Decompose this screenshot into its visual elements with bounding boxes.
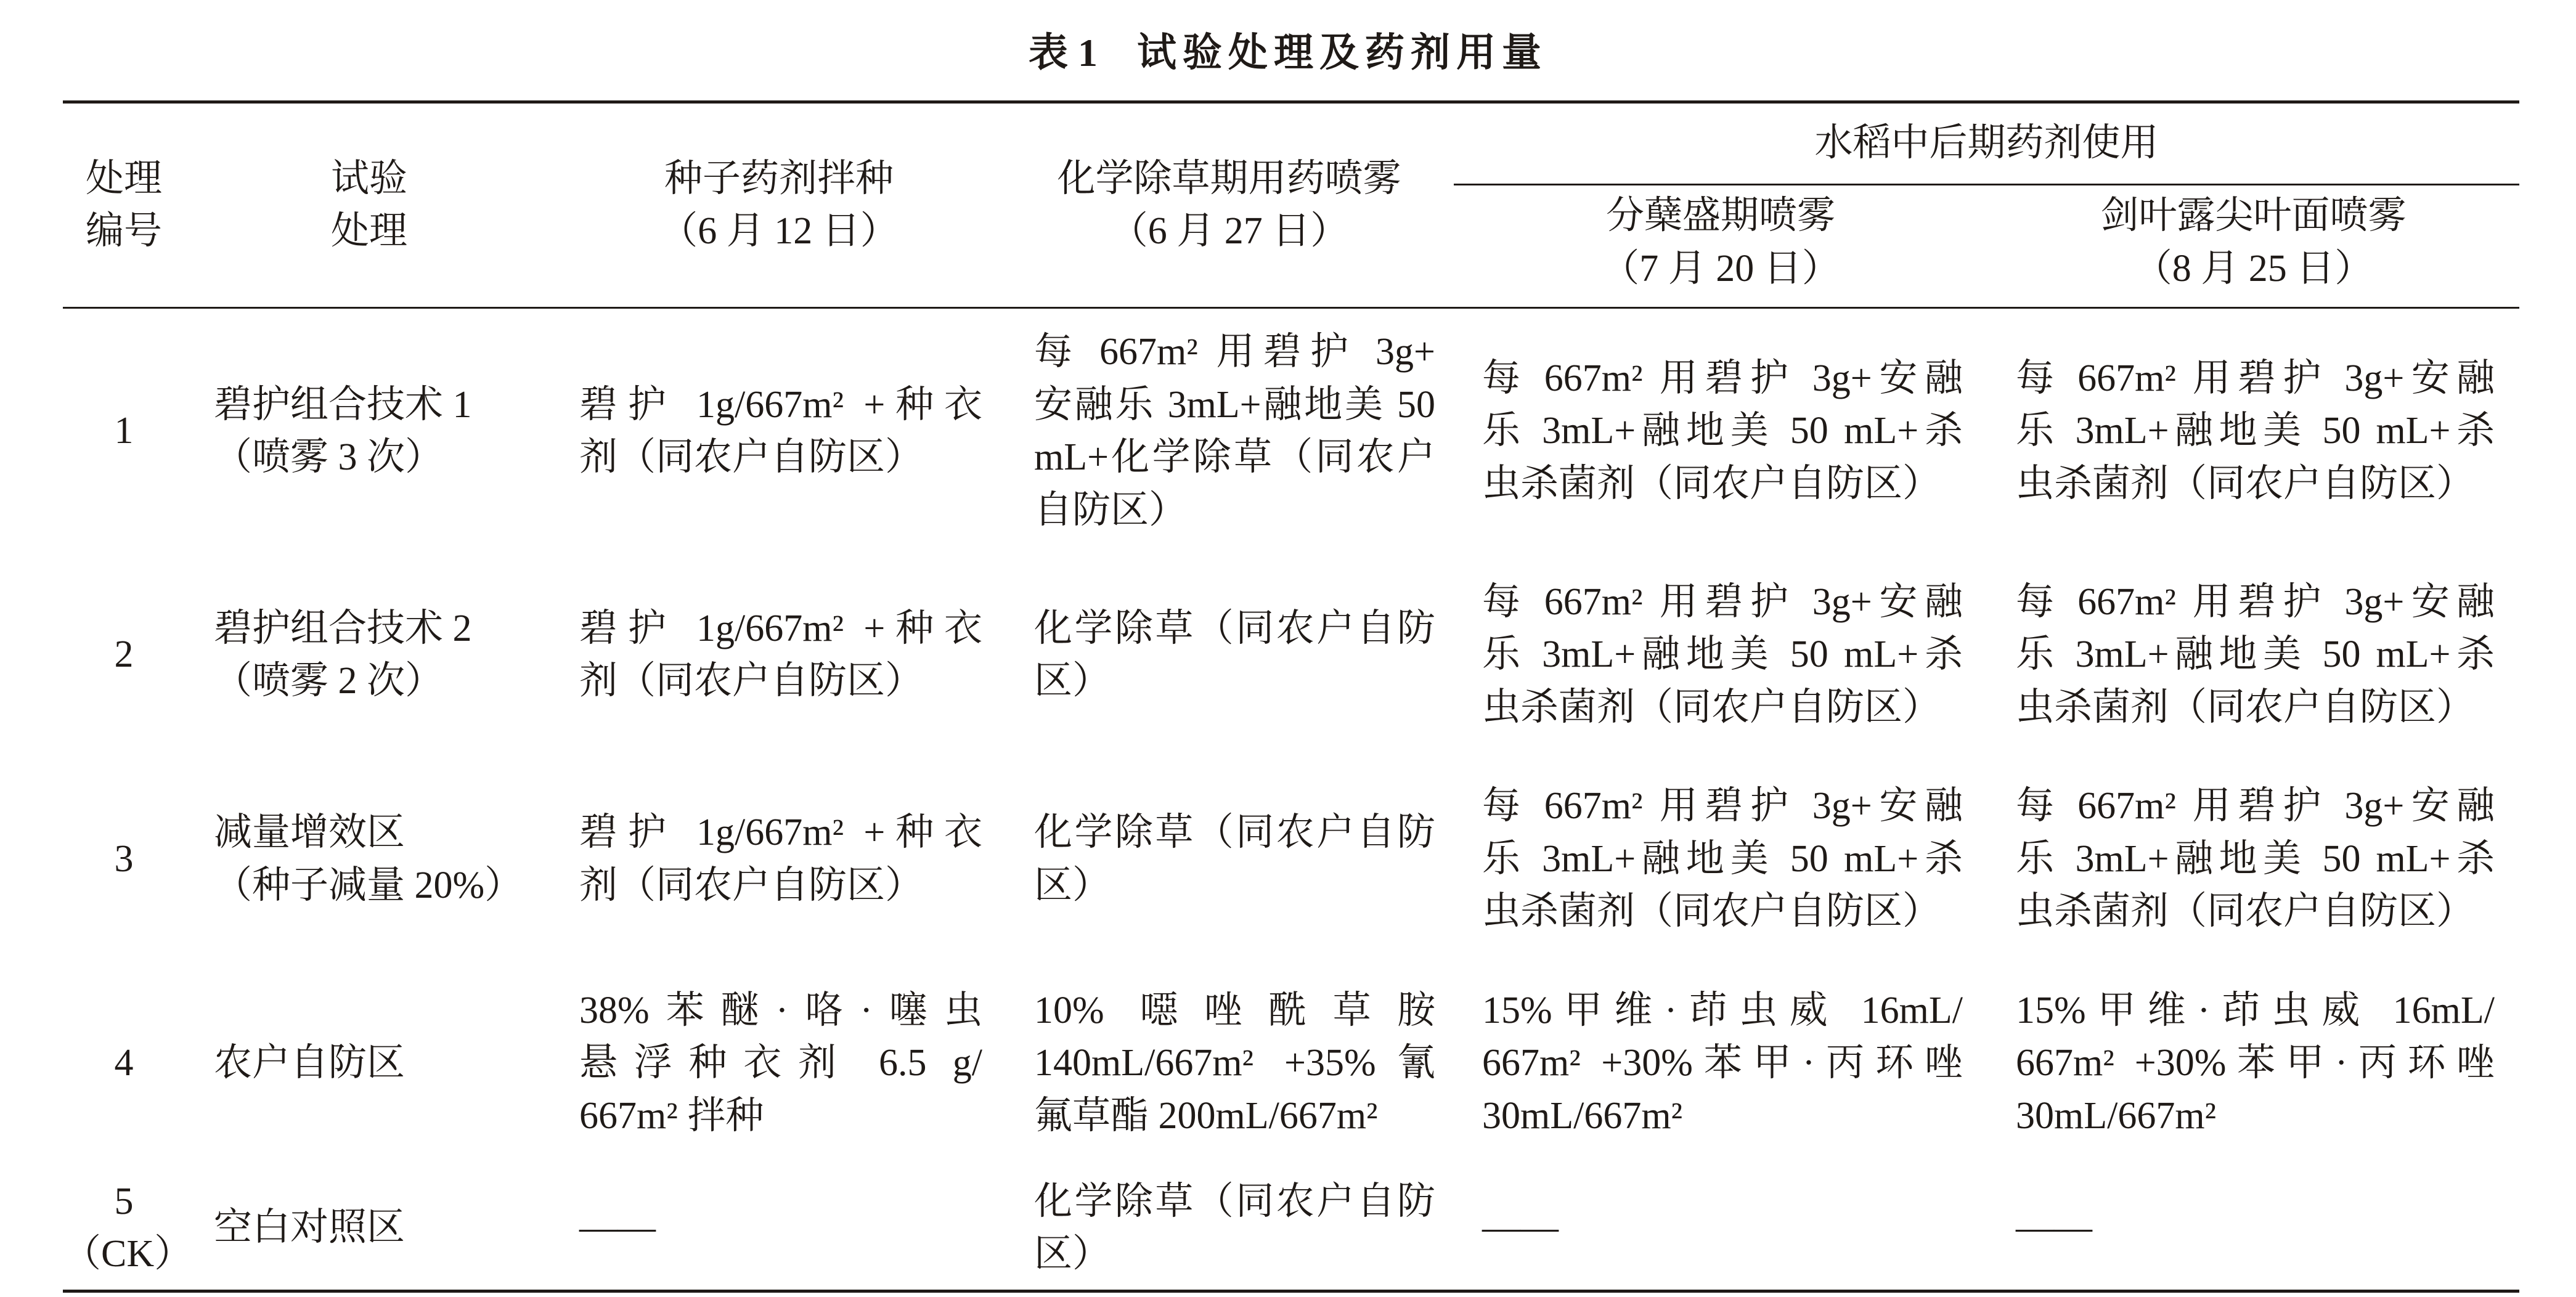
- cell-line: 每 667m² 用碧护 3g+安融: [1482, 580, 1963, 623]
- cell-line: 乐 3mL+融地美 50 mL+杀: [2016, 837, 2495, 880]
- cell-treatment-no: [63, 963, 185, 1164]
- cell-line: 剂（同农户自防区）: [579, 436, 924, 478]
- header-line: 水稻中后期药剂使用: [1814, 121, 2159, 164]
- cell-treatment: [185, 963, 553, 1164]
- header-line: 处理: [85, 157, 162, 200]
- cell-line: 减量增效区: [214, 811, 406, 853]
- cell-line: 悬浮种衣剂 6.5 g/: [579, 1042, 982, 1084]
- cell-tillering-spray: [1454, 755, 1987, 963]
- cell-line: （喷雾 2 次）: [214, 660, 444, 702]
- cell-line: 5: [114, 1180, 134, 1222]
- cell-line: 乐 3mL+融地美 50 mL+杀: [2016, 410, 2495, 452]
- cell-line: 667m² 拌种: [579, 1094, 764, 1137]
- cell-flag-leaf-spray: [1987, 1164, 2519, 1292]
- cell-line: 每 667m² 用碧护 3g+: [1034, 331, 1435, 373]
- cell-line: 每 667m² 用碧护 3g+安融: [2016, 357, 2495, 399]
- table-row: [0, 1164, 2576, 1292]
- table-caption: 试验处理及药剂用量: [1137, 31, 1547, 75]
- cell-line: 乐 3mL+融地美 50 mL+杀: [1482, 410, 1963, 452]
- cell-flag-leaf-spray: [1987, 308, 2519, 555]
- cell-line: 每 667m² 用碧护 3g+安融: [1482, 357, 1963, 399]
- cell-line: 碧护组合技术 1: [214, 383, 472, 426]
- table-label: 表 1: [1029, 31, 1098, 75]
- cell-herbicide-spray: [1005, 308, 1454, 555]
- cell-line: 30mL/667m²: [2016, 1094, 2217, 1137]
- cell-tillering-spray: [1454, 308, 1987, 555]
- header-group-mid-late: [1454, 102, 2519, 184]
- cell-line: 安融乐 3mL+融地美 50: [1034, 383, 1435, 426]
- cell-line: 虫杀菌剂（同农户自防区）: [2016, 686, 2475, 728]
- cell-line: 15%甲维·茚虫威 16mL/: [2016, 989, 2495, 1031]
- cell-seed-dressing: [553, 308, 1005, 555]
- cell-line: 每 667m² 用碧护 3g+安融: [1482, 785, 1963, 827]
- header-line: 试验: [330, 157, 407, 200]
- header-line: （7 月 20 日）: [1601, 247, 1840, 290]
- header-seed-dressing: [553, 102, 1005, 308]
- table-row: [0, 555, 2576, 755]
- table-header: [0, 0, 2576, 308]
- cell-line: 30mL/667m²: [1482, 1094, 1683, 1137]
- table-row: [0, 308, 2576, 555]
- cell-tillering-spray: [1454, 555, 1987, 755]
- cell-herbicide-spray: [1005, 555, 1454, 755]
- table-body: [0, 308, 2576, 1292]
- header-line: 种子药剂拌种: [664, 157, 894, 200]
- cell-line: 区）: [1034, 660, 1111, 702]
- header-flag-leaf-spray: [1987, 184, 2519, 308]
- cell-line: 1: [114, 410, 134, 452]
- cell-line: 氟草酯 200mL/667m²: [1034, 1094, 1378, 1137]
- cell-line: 虫杀菌剂（同农户自防区）: [2016, 462, 2475, 505]
- header-line: 剑叶露尖叶面喷雾: [2100, 195, 2407, 237]
- cell-line: 剂（同农户自防区）: [579, 660, 924, 702]
- cell-tillering-spray: [1454, 1164, 1987, 1292]
- cell-line: 667m² +30%苯甲·丙环唑: [2016, 1042, 2495, 1084]
- table-row: [0, 963, 2576, 1164]
- cell-line: 碧护组合技术 2: [214, 607, 472, 649]
- cell-line: 每 667m² 用碧护 3g+安融: [2016, 580, 2495, 623]
- header-line: （6 月 27 日）: [1109, 210, 1349, 252]
- cell-flag-leaf-spray: [1987, 963, 2519, 1164]
- cell-line: 乐 3mL+融地美 50 mL+杀: [2016, 633, 2495, 676]
- cell-herbicide-spray: [1005, 963, 1454, 1164]
- cell-line: 3: [114, 837, 134, 880]
- cell-herbicide-spray: [1005, 1164, 1454, 1292]
- cell-line: 10% 噁唑酰草胺: [1034, 989, 1435, 1031]
- cell-line: ——: [579, 1206, 656, 1249]
- cell-line: 自防区）: [1034, 489, 1188, 531]
- cell-line: 虫杀菌剂（同农户自防区）: [2016, 890, 2475, 933]
- cell-line: 碧护 1g/667m² +种衣: [579, 383, 982, 426]
- cell-line: 化学除草（同农户自防: [1034, 1180, 1435, 1222]
- header-line: 化学除草期用药喷雾: [1057, 157, 1401, 200]
- header-line: 分蘖盛期喷雾: [1605, 195, 1835, 237]
- cell-treatment: [185, 555, 553, 755]
- cell-line: 15%甲维·茚虫威 16mL/: [1482, 989, 1963, 1031]
- header-treatment-no: [63, 102, 185, 308]
- cell-line: 乐 3mL+融地美 50 mL+杀: [1482, 633, 1963, 676]
- cell-line: （种子减量 20%）: [214, 864, 523, 906]
- cell-line: 区）: [1034, 1233, 1111, 1275]
- cell-treatment-no: [63, 755, 185, 963]
- cell-line: 乐 3mL+融地美 50 mL+杀: [1482, 837, 1963, 880]
- cell-line: 区）: [1034, 864, 1111, 906]
- cell-seed-dressing: [553, 1164, 1005, 1292]
- cell-line: 667m² +30%苯甲·丙环唑: [1482, 1042, 1963, 1084]
- table-row: [0, 755, 2576, 963]
- header-treatment: [185, 102, 553, 308]
- cell-treatment-no: [63, 555, 185, 755]
- cell-treatment: [185, 755, 553, 963]
- header-line: （8 月 25 日）: [2134, 247, 2373, 290]
- cell-seed-dressing: [553, 555, 1005, 755]
- cell-line: 虫杀菌剂（同农户自防区）: [1482, 686, 1941, 728]
- cell-line: 4: [114, 1042, 134, 1084]
- cell-flag-leaf-spray: [1987, 555, 2519, 755]
- header-line: 编号: [85, 210, 162, 252]
- header-tillering-spray: [1454, 184, 1987, 308]
- cell-line: 化学除草（同农户自防: [1034, 811, 1435, 853]
- cell-herbicide-spray: [1005, 755, 1454, 963]
- cell-line: 虫杀菌剂（同农户自防区）: [1482, 890, 1941, 933]
- cell-line: 化学除草（同农户自防: [1034, 607, 1435, 649]
- cell-seed-dressing: [553, 755, 1005, 963]
- cell-line: 空白对照区: [214, 1206, 406, 1249]
- cell-line: 每 667m² 用碧护 3g+安融: [2016, 785, 2495, 827]
- header-line: 处理: [330, 210, 407, 252]
- cell-line: mL+化学除草（同农户: [1034, 436, 1435, 478]
- header-herbicide-spray: [1005, 102, 1454, 308]
- cell-treatment: [185, 308, 553, 555]
- cell-line: 碧护 1g/667m² +种衣: [579, 607, 982, 649]
- cell-line: （喷雾 3 次）: [214, 436, 444, 478]
- cell-tillering-spray: [1454, 963, 1987, 1164]
- cell-line: ——: [1482, 1206, 1559, 1249]
- cell-line: 农户自防区: [214, 1042, 406, 1084]
- cell-line: 碧护 1g/667m² +种衣: [579, 811, 982, 853]
- cell-line: 140mL/667m² +35%氰: [1034, 1042, 1435, 1084]
- cell-line: 虫杀菌剂（同农户自防区）: [1482, 462, 1941, 505]
- cell-treatment-no: [63, 308, 185, 555]
- cell-line: 剂（同农户自防区）: [579, 864, 924, 906]
- header-line: （6 月 12 日）: [659, 210, 899, 252]
- cell-line: 38%苯醚·咯·噻虫: [579, 989, 982, 1031]
- cell-line: （CK）: [63, 1233, 193, 1275]
- cell-seed-dressing: [553, 963, 1005, 1164]
- cell-treatment-no: [63, 1164, 193, 1292]
- cell-line: ——: [2016, 1206, 2092, 1249]
- cell-treatment: [185, 1164, 553, 1292]
- cell-flag-leaf-spray: [1987, 755, 2519, 963]
- cell-line: 2: [114, 633, 134, 676]
